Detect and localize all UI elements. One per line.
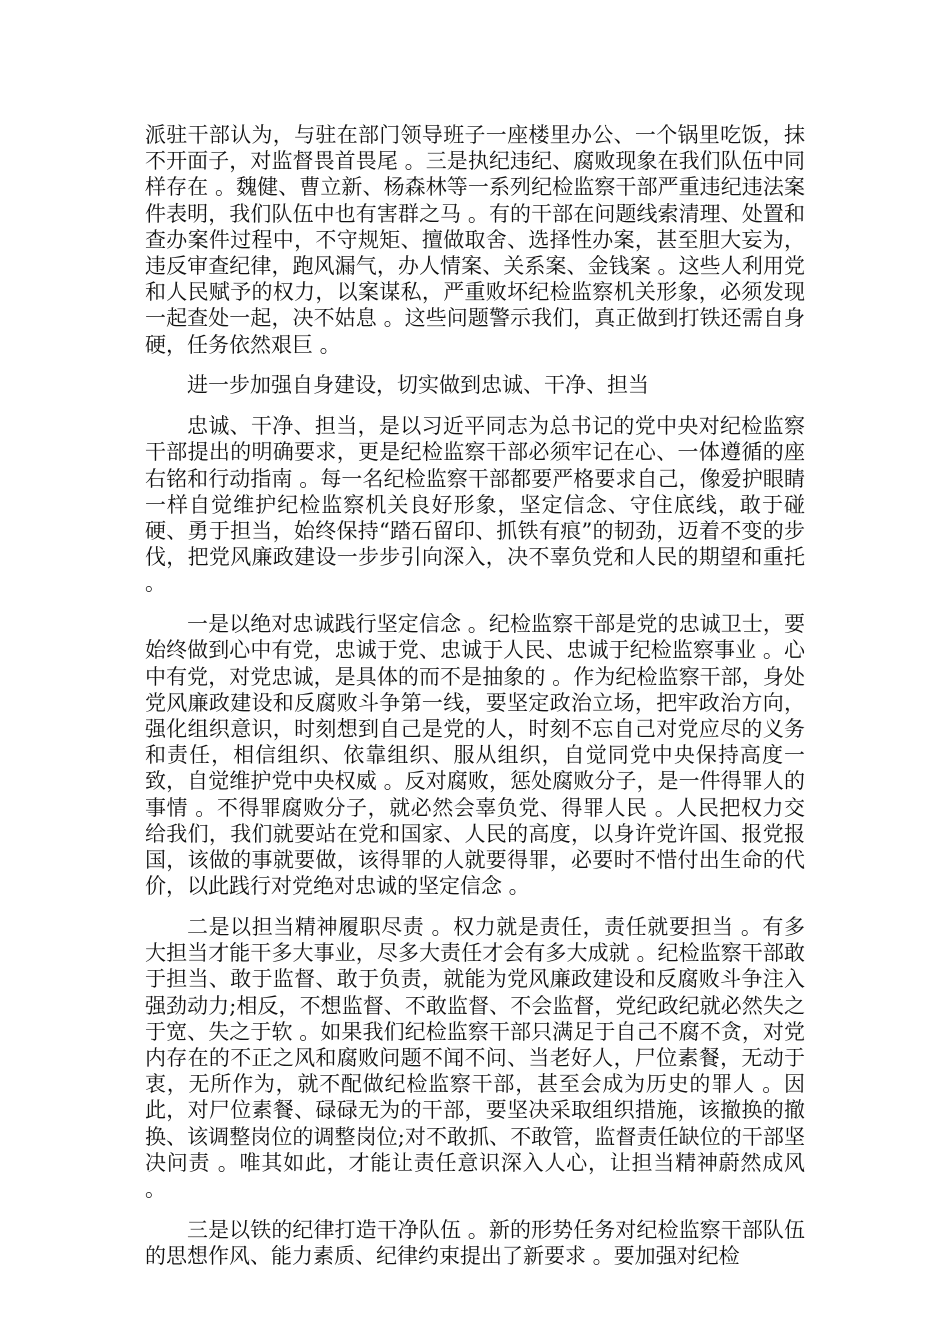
paragraph-continuation: 派驻干部认为，与驻在部门领导班子一座楼里办公、一个锅里吃饭，抹不开面子，对监督畏首畏尾 。三是执纪违纪、腐败现象在我们队伍中同样存在 。魏健、曹立新、杨森林等一系列纪检监察干部严重违纪违法案件表明，我们队伍中也有害群之马 。有的干部在问题线索清理、处置和查办案件过程中，不守规矩、擅做取舍、选择性办案，甚至胆大妄为，违反审查纪律，跑风漏气，办人情案、关系案、金钱案 。这些人利用党和人民赋予的权力，以案谋私，严重败坏纪检监察机关形象，必须发现一起查处一起，决不姑息 。这些问题警示我们，真正做到打铁还需自身硬，任务依然艰巨 。 <box>145 123 805 357</box>
paragraph-intro: 忠诚、干净、担当，是以习近平同志为总书记的党中央对纪检监察干部提出的明确要求，更是纪检监察干部必须牢记在心、一体遵循的座右铭和行动指南 。每一名纪检监察干部都要严格要求自己，像爱护眼睛一样自觉维护纪检监察机关良好形象，坚定信念、守住底线，敢于碰硬、勇于担当，始终保持“踏石留印、抓铁有痕”的韧劲，迈着不变的步伐，把党风廉政建设一步步引向深入，决不辜负党和人民的期望和重托 。 <box>145 414 805 596</box>
paragraph-responsibility: 二是以担当精神履职尽责 。权力就是责任，责任就要担当 。有多大担当才能干多大事业，尽多大责任才会有多大成就 。纪检监察干部敢于担当、敢于监督、敢于负责，就能为党风廉政建设和反腐败斗争注入强劲动力;相反，不想监督、不敢监督、不会监督，党纪政纪就必然失之于宽、失之于软 。如果我们纪检监察干部只满足于自己不腐不贪，对党内存在的不正之风和腐败问题不闻不问、当老好人，尸位素餐，无动于衷，无所作为，就不配做纪检监察干部，甚至会成为历史的罪人 。因此，对尸位素餐、碌碌无为的干部，要坚决采取组织措施，该撤换的撤换、该调整岗位的调整岗位;对不敢抓、不敢管，监督责任缺位的干部坚决问责 。唯其如此，才能让责任意识深入人心，让担当精神蔚然成风 。 <box>145 915 805 1202</box>
paragraph-loyalty: 一是以绝对忠诚践行坚定信念 。纪检监察干部是党的忠诚卫士，要始终做到心中有党，忠诚于党、忠诚于人民、忠诚于纪检监察事业 。心中有党，对党忠诚，是具体的而不是抽象的 。作为纪检监察干部，身处党风廉政建设和反腐败斗争第一线，要坚定政治立场，把牢政治方向，强化组织意识，时刻想到自己是党的人，时刻不忘自己对党应尽的义务和责任，相信组织、依靠组织、服从组织，自觉同党中央保持高度一致，自觉维护党中央权威 。反对腐败，惩处腐败分子，是一件得罪人的事情 。不得罪腐败分子，就必然会辜负党、得罪人民 。人民把权力交给我们，我们就要站在党和国家、人民的高度，以身许党许国、报党报国，该做的事就要做，该得罪的人就要得罪，必要时不惜付出生命的代价，以此践行对党绝对忠诚的坚定信念 。 <box>145 612 805 899</box>
paragraph-discipline: 三是以铁的纪律打造干净队伍 。新的形势任务对纪检监察干部队伍的思想作风、能力素质、纪律约束提出了新要求 。要加强对纪检 <box>145 1217 805 1269</box>
section-heading: 进一步加强自身建设，切实做到忠诚、干净、担当 <box>187 373 649 398</box>
document-page <box>145 122 805 1284</box>
